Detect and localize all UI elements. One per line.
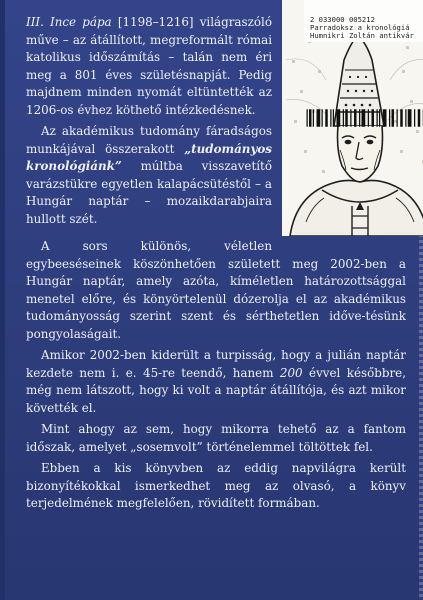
paragraph-4-text-b: évvel későbbre, még nem látszott, hogy ki volt a naptár átállítója, és azt mikor követték el. <box>26 365 406 415</box>
paragraph-5-text: Mint ahogy az sem, hogy mikorra tehető az a fantom időszak, amelyet „sosemvolt” történelemmel töltöttek fel. <box>26 422 406 454</box>
paragraph-6 <box>26 460 406 513</box>
paragraph-2-text-b: múltba visszavetítő varázstükre egyetlen kalapácsütéstől – a Hungár naptár – mozaikdarabjaira hullott szét. <box>26 159 272 226</box>
sticker-shop: antikvár <box>379 31 414 40</box>
emphasis-chronology: „tudományos kronológiánk” <box>26 141 272 173</box>
paragraph-4 <box>26 347 406 417</box>
pope-name: III. Ince pápa <box>26 15 112 29</box>
sticker-book-title: Parradoksz a kronológiá <box>310 23 410 32</box>
pope-portrait <box>282 0 423 236</box>
blurb-text <box>26 14 414 574</box>
paragraph-3-text: A sors különös, véletlen egybeeséseinek köszönhetően született meg 2002-ben a Hungár naptár, amely azóta, kíméletlen határozottsággal menetel előre, és könyörtelenül dózerolja el az akadémikus tudományosság szerint szent és sérthetetlen időve-tésünk pongyolaságait. <box>26 239 406 341</box>
cover-spine-edge <box>0 0 5 600</box>
paragraph-4-text-a: Amikor 2002-ben kiderült a turpisság, hogy a julián naptár kezdete nem i. e. 45-re teendő, hanem <box>26 348 406 380</box>
sticker-barcode-number: 2 033000 005212 <box>310 15 375 24</box>
paragraph-5 <box>26 421 406 456</box>
paragraph-2-text-a: Az akadémikus tudomány fáradságos munkájával összerakott <box>26 124 272 156</box>
sticker-author-name: Humnikri Zoltán <box>310 31 375 40</box>
sticker-author <box>310 32 414 40</box>
emphasis-200: 200 <box>279 365 303 380</box>
price-sticker <box>304 0 423 42</box>
paragraph-3 <box>26 238 406 343</box>
paragraph-1-text: [1198–1216] világraszóló műve – az átállított, megreformált római katolikus időszámítás – talán nem éri meg a 801 éves születésnapját. Pedig majdnem minden nyomát eltüntették az 1206-os évhez köthető intézkedésnek. <box>26 15 273 117</box>
paragraph-6-text: Ebben a kis könyvben az eddig napvilágra került bizonyítékokkal ismerkedhet meg az olvasó, a könyv terjedelmének megfelelően, rövidített formában. <box>26 461 406 510</box>
